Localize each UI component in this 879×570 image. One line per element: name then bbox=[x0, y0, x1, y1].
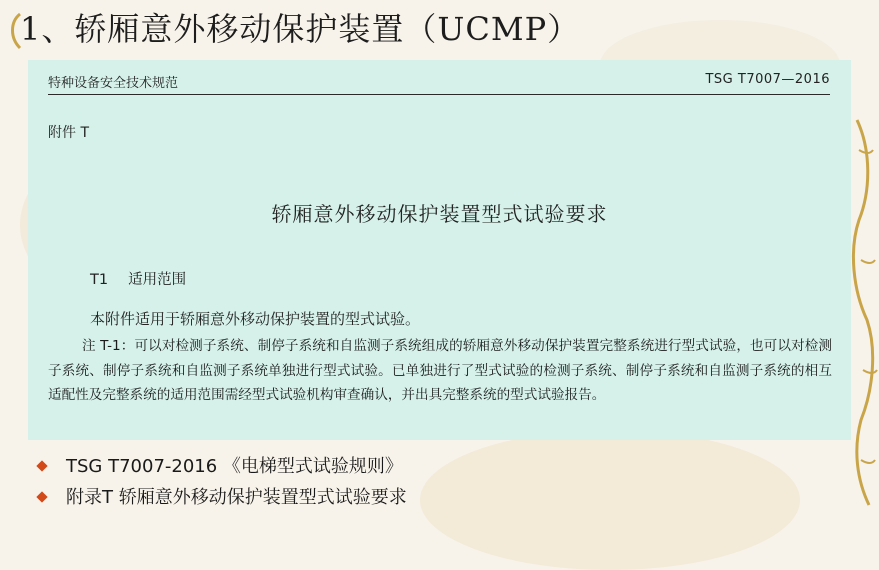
section-number: T1 bbox=[90, 272, 109, 288]
header-standard-code: TSG T7007—2016 bbox=[705, 72, 830, 87]
document-title: 轿厢意外移动保护装置型式试验要求 bbox=[271, 202, 608, 226]
background-decoration bbox=[420, 430, 800, 570]
diamond-bullet-icon bbox=[36, 491, 47, 502]
bullet-text: 附录T 轿厢意外移动保护装置型式试验要求 bbox=[66, 487, 407, 508]
vine-decoration-icon bbox=[849, 110, 879, 510]
note-paragraph: 注 T-1：可以对检测子系统、制停子系统和自监测子系统组成的轿厢意外移动保护装置完整系统进行型式试验，也可以对检测子系统、制停子系统和自监测子系统单独进行型式试验。已单独进行了型式试验的检测子系统、制停子系统和自监测子系统的相互适配性及完整系统的适用范围需经型式试验机构审查确认，并出具完整系统的型式试验报告。 bbox=[48, 338, 832, 403]
section-heading bbox=[90, 268, 186, 289]
slide-title: 1、轿厢意外移动保护装置（UCMP） bbox=[20, 10, 581, 48]
scope-paragraph: 本附件适用于轿厢意外移动保护装置的型式试验。 bbox=[90, 310, 421, 328]
bullet-list bbox=[36, 452, 407, 514]
document-header bbox=[48, 72, 830, 95]
list-item bbox=[36, 483, 407, 514]
diamond-bullet-icon bbox=[36, 460, 47, 471]
appendix-label: 附件 T bbox=[48, 125, 90, 141]
section-title: 适用范围 bbox=[128, 272, 187, 288]
header-standard-category: 特种设备安全技术规范 bbox=[48, 76, 179, 91]
list-item bbox=[36, 452, 407, 483]
bullet-text: TSG T7007-2016 《电梯型式试验规则》 bbox=[66, 456, 403, 477]
